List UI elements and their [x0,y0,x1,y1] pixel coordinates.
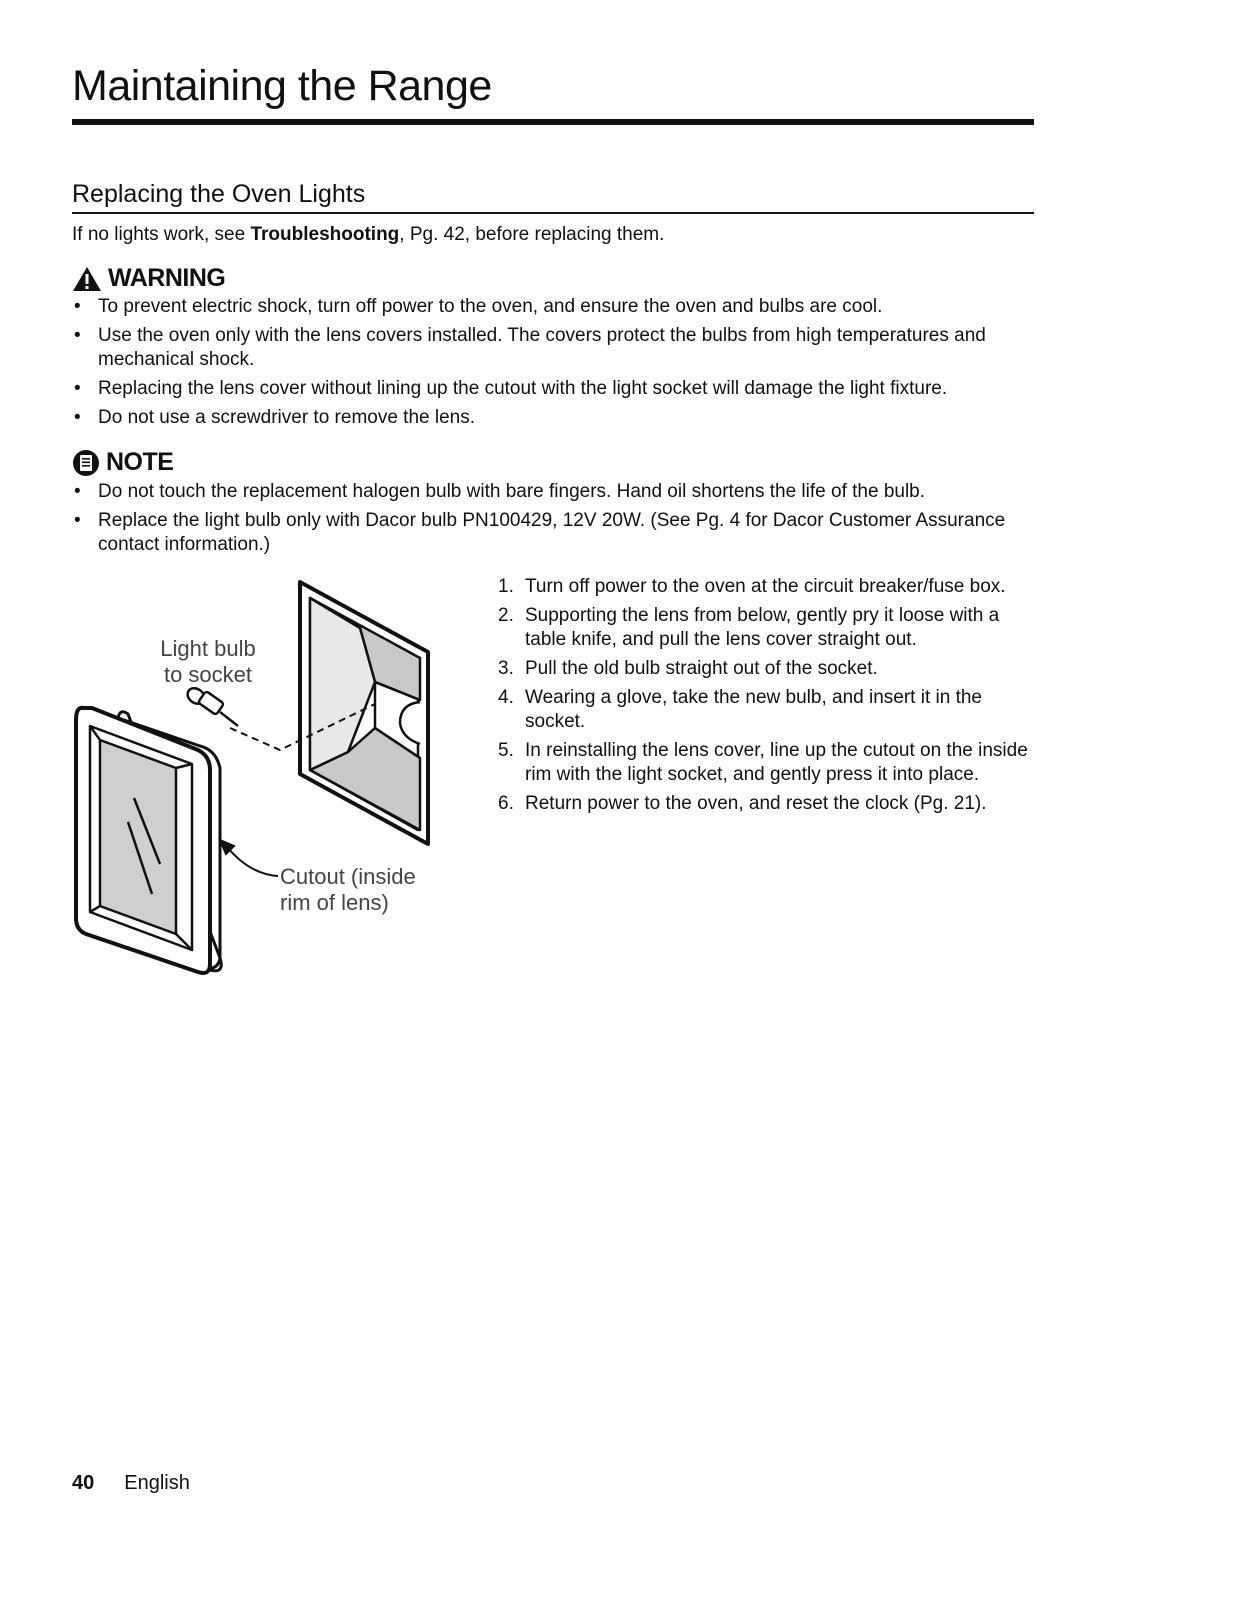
page-title: Maintaining the Range [72,62,492,110]
step-number: 1. [498,576,514,597]
list-item: • Replacing the lens cover without lining up the cutout with the light socket will damage the light fixture. [72,377,1034,401]
label-cutout-line-1: Cutout (inside [280,864,416,889]
list-item: • Replace the light bulb only with Dacor bulb PN100429, 12V 20W. (See Pg. 4 for Dacor Customer Assurance contact information.) [72,509,1034,557]
step-number: 3. [498,658,514,679]
step-text: In reinstalling the lens cover, line up the cutout on the inside rim with the light socket, and gently press it into place. [525,740,1028,785]
illustration-svg [70,578,440,978]
page-footer [72,1472,190,1495]
step-item [498,686,1038,734]
warning-label: WARNING [108,264,226,292]
step-text: Supporting the lens from below, gently pry it loose with a table knife, and pull the lens cover straight out. [525,605,1000,650]
list-item: • Use the oven only with the lens covers installed. The covers protect the bulbs from high temperatures and mechanical shock. [72,324,1034,372]
step-item [498,739,1038,787]
intro-prefix: If no lights work, see [72,224,251,245]
section-title: Replacing the Oven Lights [72,180,366,208]
intro-suffix: , Pg. 42, before replacing them. [399,224,665,245]
step-item [498,604,1038,652]
step-text: Wearing a glove, take the new bulb, and insert it in the socket. [525,687,982,732]
lens-cover-illustration [70,578,440,978]
step-item [498,575,1038,599]
step-item [498,792,1038,816]
list-item: • To prevent electric shock, turn off power to the oven, and ensure the oven and bulbs are cool. [72,295,1034,319]
step-number: 5. [498,740,514,761]
troubleshooting-reference: Troubleshooting [250,224,400,245]
step-text: Pull the old bulb straight out of the socket. [525,658,878,679]
step-text: Return power to the oven, and reset the clock (Pg. 21). [525,793,987,814]
step-text: Turn off power to the oven at the circuit breaker/fuse box. [525,576,1006,597]
intro-text [72,224,664,246]
warning-heading [72,264,225,293]
label-bulb-line-1: Light bulb [160,636,256,661]
list-item: • Do not use a screwdriver to remove the lens. [72,406,1034,430]
title-rule [72,119,1034,125]
label-cutout-line-2: rim of lens) [280,890,389,915]
label-bulb-line-2: to socket [163,662,253,687]
warning-list [72,295,1034,435]
note-list [72,480,1034,562]
section-rule [72,212,1034,214]
page-number: 40 [72,1472,95,1494]
note-heading [72,448,173,477]
list-item: • Do not touch the replacement halogen bulb with bare fingers. Hand oil shortens the life of the bulb. [72,480,1034,504]
step-number: 4. [498,687,514,708]
step-number: 6. [498,793,514,814]
warning-triangle-icon [72,266,102,292]
step-item [498,657,1038,681]
halogen-bulb-icon [185,685,238,726]
note-icon [72,449,100,477]
step-number: 2. [498,605,514,626]
note-label: NOTE [106,448,174,476]
steps-list [498,575,1038,821]
footer-language: English [124,1472,190,1494]
